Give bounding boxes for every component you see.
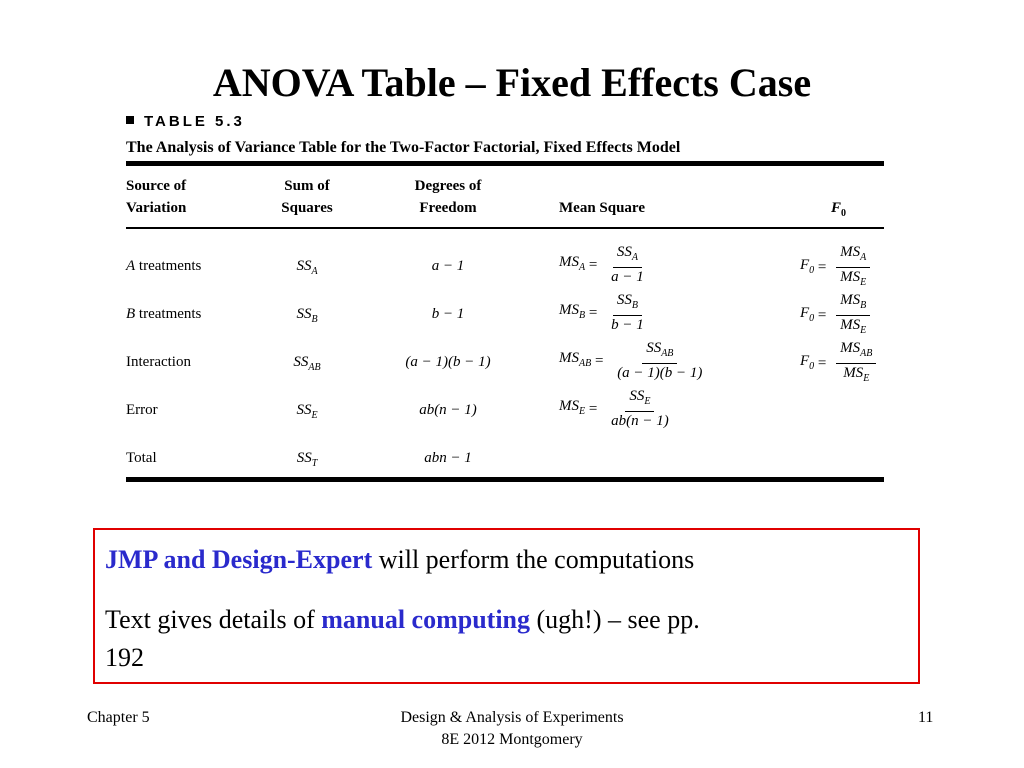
row-f-numerator (836, 339, 876, 364)
table-header-rule (126, 227, 884, 229)
row-f-numerator (836, 291, 870, 316)
row-source-factor: B (126, 306, 136, 322)
row-f-label (800, 304, 815, 324)
row-ss-sub: AB (308, 362, 321, 373)
row-source (126, 352, 191, 372)
row-ms-fraction (607, 387, 673, 431)
header-ss-line2: Squares (281, 200, 333, 216)
row-ss (262, 352, 352, 378)
slide-title: ANOVA Table – Fixed Effects Case (212, 60, 812, 105)
row-f-denominator (839, 364, 873, 388)
row-source-label: Total (126, 450, 157, 466)
row-ms-sub: B (579, 310, 586, 321)
row-df: a − 1 (431, 258, 465, 274)
row-ms (559, 387, 673, 431)
row-f-sub: 0 (809, 360, 815, 372)
row-ms-numerator (613, 291, 642, 316)
table-caption: The Analysis of Variance Table for the Two-Factor Factorial, Fixed Effects Model (126, 139, 681, 156)
row-source (126, 400, 158, 420)
row-ms-label (559, 350, 592, 369)
row-ss-sub: T (311, 458, 318, 469)
header-f-sub: 0 (841, 208, 847, 219)
row-ss (262, 304, 352, 330)
row-ss-sub: A (311, 266, 318, 277)
row-df: abn − 1 (424, 450, 472, 466)
header-ss (262, 175, 352, 219)
note-line1-rest: will perform the computations (372, 545, 695, 574)
row-source-factor: A (126, 258, 136, 274)
footer-book-line2: 8E 2012 Montgomery (441, 731, 583, 748)
note-line3: 192 (105, 643, 144, 672)
row-ms-num-sub: E (644, 396, 651, 407)
note-box (93, 528, 920, 684)
header-ms: Mean Square (559, 200, 645, 216)
row-ss-letter: SS (296, 402, 312, 418)
row-ms-label (559, 302, 586, 321)
row-df: ab(n − 1) (419, 402, 477, 418)
row-f-equals: = (814, 355, 831, 372)
row-ms-denominator: b − 1 (611, 317, 644, 333)
row-f-equals: = (814, 307, 831, 324)
row-ms-denominator: (a − 1)(b − 1) (617, 365, 703, 381)
row-f-num-letter: MS (840, 340, 861, 356)
row-ms-letter: MS (559, 254, 579, 270)
row-source (126, 304, 201, 324)
row-ms-numerator (625, 387, 654, 412)
row-ms-sub: E (579, 406, 586, 417)
header-df-line1: Degrees of (414, 178, 482, 194)
row-ms-equals: = (591, 353, 608, 369)
row-ms-letter: MS (559, 398, 579, 414)
row-ms-num-letter: SS (629, 388, 645, 404)
row-ms-letter: MS (559, 302, 579, 318)
row-ms-sub: AB (579, 358, 592, 369)
row-ms-label (559, 254, 586, 273)
row-f-den-sub: E (860, 277, 867, 288)
row-ss-letter: SS (296, 450, 312, 466)
square-bullet-icon (126, 116, 134, 124)
note-line2 (105, 604, 700, 636)
row-ms (559, 243, 648, 287)
row-ms-num-sub: AB (661, 348, 674, 359)
note-line1 (105, 544, 694, 576)
row-f-num-sub: AB (860, 348, 873, 359)
row-f-letter: F (800, 256, 810, 273)
row-source-label: treatments (135, 258, 202, 274)
row-source-label: Interaction (126, 354, 191, 370)
header-ss-line1: Sum of (284, 178, 330, 194)
footer-page-number: 11 (918, 709, 934, 726)
row-f-num-letter: MS (840, 292, 861, 308)
row-ms-equals: = (585, 257, 602, 273)
row-f-fraction (836, 339, 876, 388)
footer-chapter: Chapter 5 (87, 709, 150, 726)
row-f-sub: 0 (809, 264, 815, 276)
row-f-numerator (836, 243, 870, 268)
row-f-sub: 0 (809, 312, 815, 324)
row-f-label (800, 256, 815, 276)
row-f-den-sub: E (860, 325, 867, 336)
row-f-denominator (836, 268, 870, 292)
row-f-fraction (836, 291, 870, 340)
header-df (393, 175, 503, 219)
header-source-line1: Source of (126, 178, 187, 194)
row-f-den-letter: MS (840, 269, 861, 285)
row-ms-fraction (613, 339, 706, 383)
row-ms-fraction (607, 243, 648, 287)
header-df-line2: Freedom (419, 200, 477, 216)
row-ms-num-sub: B (631, 300, 638, 311)
row-ms-label (559, 398, 586, 417)
row-df: (a − 1)(b − 1) (405, 354, 491, 370)
row-ss (262, 400, 352, 426)
row-f-den-letter: MS (843, 365, 864, 381)
row-source-label: Error (126, 402, 158, 418)
row-f-letter: F (800, 352, 810, 369)
row-ms-num-letter: SS (646, 340, 662, 356)
row-source (126, 448, 157, 468)
row-source (126, 256, 201, 276)
note-highlight-manual: manual computing (321, 605, 531, 634)
row-f-label (800, 352, 815, 372)
row-ms-num-sub: A (631, 252, 638, 263)
row-ms (559, 291, 648, 335)
row-ms-numerator (613, 243, 642, 268)
row-f-num-sub: A (860, 252, 867, 263)
footer-book-line1: Design & Analysis of Experiments (400, 709, 624, 726)
note-line2-pre: Text gives details of (105, 605, 322, 634)
row-f-denominator (836, 316, 870, 340)
row-ms-numerator (642, 339, 677, 364)
row-ms-denominator: a − 1 (611, 269, 644, 285)
row-f-fraction (836, 243, 870, 292)
row-f-num-sub: B (860, 300, 867, 311)
table-top-rule (126, 161, 884, 166)
row-ss (262, 256, 352, 282)
row-ms-fraction (607, 291, 648, 335)
row-f (800, 339, 876, 388)
header-f (831, 197, 846, 225)
row-ms-equals: = (585, 305, 602, 321)
table-bottom-rule (126, 477, 884, 482)
note-line2-post: (ugh!) – see pp. (530, 605, 700, 634)
row-ss-letter: SS (293, 354, 309, 370)
note-highlight-software: JMP and Design-Expert (105, 545, 373, 574)
row-ss-letter: SS (296, 258, 312, 274)
table-label (126, 113, 245, 130)
row-ms-equals: = (585, 401, 602, 417)
row-f (800, 291, 870, 340)
row-ms-sub: A (579, 262, 586, 273)
row-ss-letter: SS (296, 306, 312, 322)
row-df: b − 1 (431, 306, 465, 322)
row-f-den-sub: E (863, 373, 870, 384)
header-source (126, 175, 186, 219)
row-f-den-letter: MS (840, 317, 861, 333)
row-f-num-letter: MS (840, 244, 861, 260)
header-f-letter: F (831, 200, 842, 216)
row-f-equals: = (814, 259, 831, 276)
row-f (800, 243, 870, 292)
footer-book (312, 707, 712, 751)
row-ss-sub: E (311, 410, 318, 421)
row-source-label: treatments (135, 306, 202, 322)
row-ms-letter: MS (559, 350, 579, 366)
row-ss (262, 448, 352, 474)
row-f-letter: F (800, 304, 810, 321)
row-ms-num-letter: SS (616, 292, 632, 308)
row-ms (559, 339, 706, 383)
header-source-line2: Variation (126, 200, 187, 216)
row-ms-denominator: ab(n − 1) (611, 413, 669, 429)
table-label-text: TABLE 5.3 (144, 113, 245, 130)
row-ms-num-letter: SS (616, 244, 632, 260)
row-ss-sub: B (311, 314, 318, 325)
